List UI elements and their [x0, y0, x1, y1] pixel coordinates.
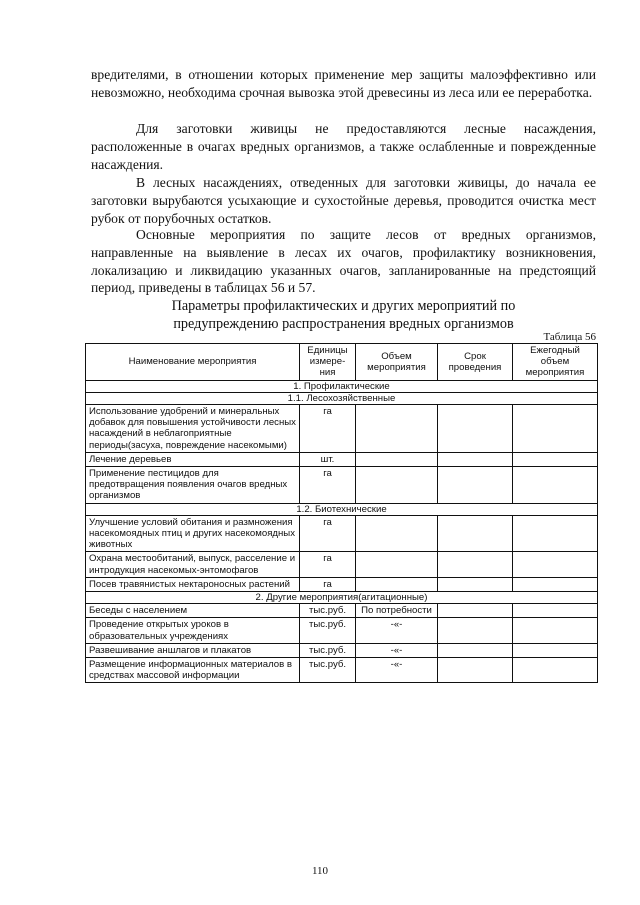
row-volume	[356, 467, 438, 504]
table-row	[86, 643, 598, 657]
section-1-1: 1.1. Лесохозяйственные	[86, 392, 598, 404]
row-name: Проведение открытых уроков в образовательных учреждениях	[86, 618, 300, 643]
row-name: Посев травянистых нектароносных растений	[86, 577, 300, 591]
section-2: 2. Другие мероприятия(агитационные)	[86, 592, 598, 604]
row-unit: шт.	[300, 452, 356, 466]
section-1: 1. Профилактические	[86, 380, 598, 392]
table-row	[86, 604, 598, 618]
row-unit: тыс.руб.	[300, 618, 356, 643]
row-name: Размещение информационных материалов в средствах массовой информации	[86, 658, 300, 683]
row-unit: тыс.руб.	[300, 604, 356, 618]
row-unit: тыс.руб.	[300, 658, 356, 683]
table-row	[86, 452, 598, 466]
table-row	[86, 658, 598, 683]
row-volume	[356, 405, 438, 453]
row-unit: тыс.руб.	[300, 643, 356, 657]
table-header-row	[86, 344, 598, 381]
row-unit: га	[300, 515, 356, 552]
table-row	[86, 405, 598, 453]
row-unit: га	[300, 552, 356, 577]
table-caption-line-1: Параметры профилактических и других мероприятий по	[171, 298, 516, 314]
row-volume: -«-	[356, 643, 438, 657]
row-unit: га	[300, 577, 356, 591]
table-row	[86, 577, 598, 591]
table-caption-line-2: предупреждению распространения вредных организмов	[173, 316, 514, 332]
paragraph-4: Основные мероприятия по защите лесов от вредных организмов, направленные на выявление в лесах их очагов, профилактику возникновения, локализацию и ликвидацию указанных очагов, запланированные на предстоящий период, приведены в таблицах 56 и 57.	[91, 227, 596, 296]
page-number: 110	[311, 865, 329, 877]
row-volume	[356, 577, 438, 591]
header-units: Единицы измере-ния	[300, 344, 356, 381]
measures-table	[85, 343, 598, 683]
header-annual: Ежегодный объем мероприятия	[513, 344, 598, 381]
header-term: Срок проведения	[438, 344, 513, 381]
row-name: Охрана местообитаний, выпуск, расселение и интродукция насекомых-энтомофагов	[86, 552, 300, 577]
paragraph-2: Для заготовки живицы не предоставляются лесные насаждения, расположенные в очагах вредных организмов, а также ослабленные и поврежденные насаждения.	[91, 121, 596, 172]
row-name: Использование удобрений и минеральных добавок для повышения устойчивости лесных насаждений в неблагоприятные периоды(засуха, повреждение насекомыми)	[86, 405, 300, 453]
row-volume	[356, 552, 438, 577]
table-row	[86, 515, 598, 552]
table-row	[86, 618, 598, 643]
row-name: Беседы с населением	[86, 604, 300, 618]
row-volume: -«-	[356, 618, 438, 643]
row-volume	[356, 515, 438, 552]
table-number: Таблица 56	[543, 331, 596, 343]
row-volume	[356, 452, 438, 466]
row-name: Развешивание аншлагов и плакатов	[86, 643, 300, 657]
header-name: Наименование мероприятия	[86, 344, 300, 381]
row-volume: По потребности	[356, 604, 438, 618]
row-unit: га	[300, 467, 356, 504]
row-volume: -«-	[356, 658, 438, 683]
row-name: Улучшение условий обитания и размножения насекомоядных птиц и других насекомоядных животных	[86, 515, 300, 552]
row-name: Применение пестицидов для предотвращения появления очагов вредных организмов	[86, 467, 300, 504]
table-row	[86, 552, 598, 577]
section-1-2: 1.2. Биотехнические	[86, 503, 598, 515]
row-name: Лечение деревьев	[86, 452, 300, 466]
row-unit: га	[300, 405, 356, 453]
paragraph-3: В лесных насаждениях, отведенных для заготовки живицы, до начала ее заготовки вырубаются усыхающие и сухостойные деревья, проводится очистка мест рубок от порубочных остатков.	[91, 175, 596, 226]
paragraph-1: вредителями, в отношении которых применение мер защиты малоэффективно или невозможно, необходима срочная вывозка этой древесины из леса или ее переработка.	[91, 67, 596, 100]
header-volume: Объем мероприятия	[356, 344, 438, 381]
table-row	[86, 467, 598, 504]
